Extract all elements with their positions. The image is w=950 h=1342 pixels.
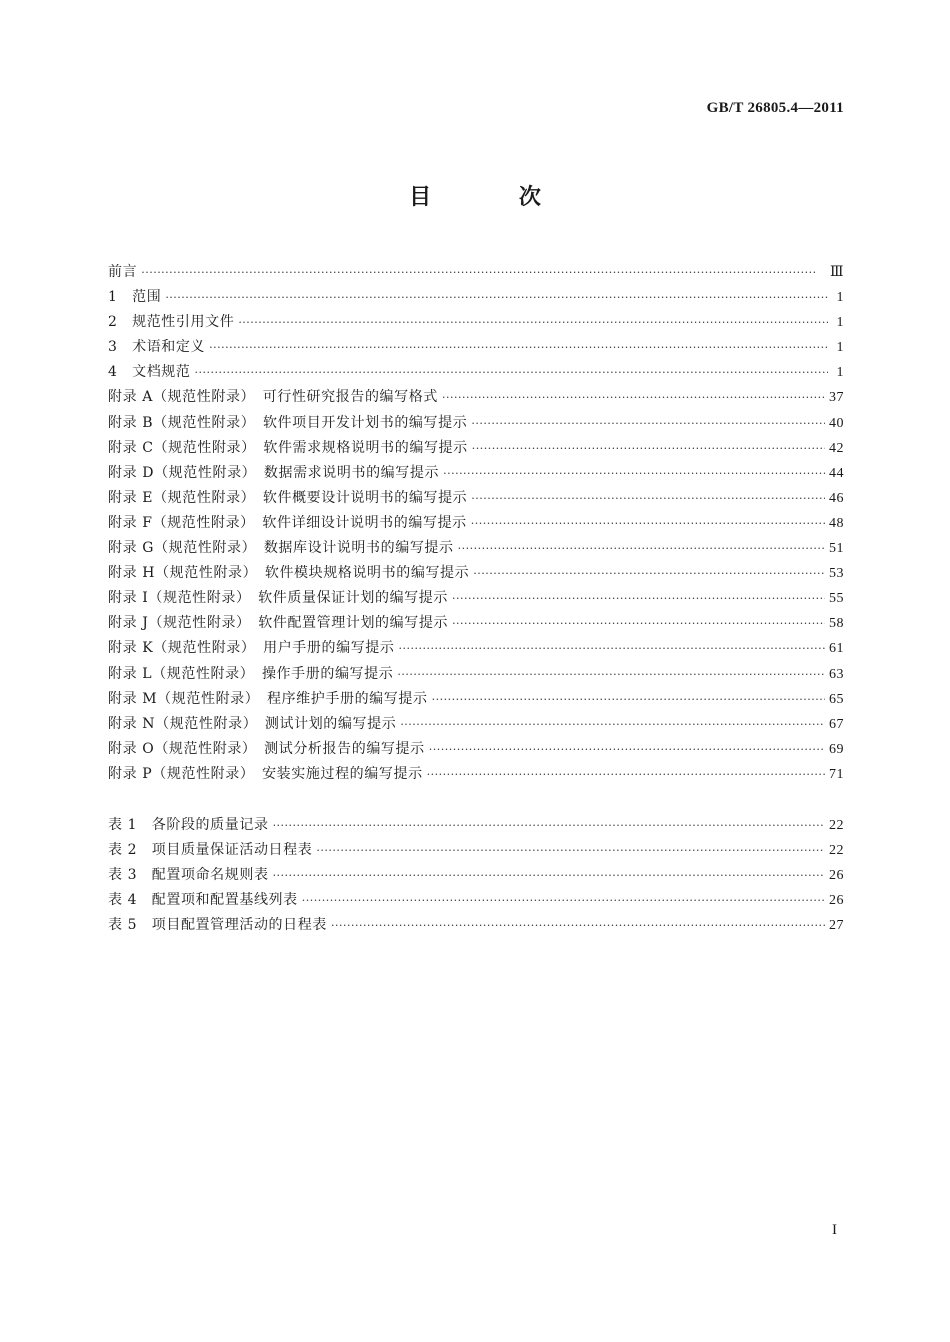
- leader-dots: [443, 461, 825, 486]
- leader-dots: [316, 838, 825, 863]
- leader-dots: [141, 260, 826, 285]
- toc-entry-label: 附录 C（规范性附录） 软件需求规格说明书的编写提示: [108, 439, 468, 456]
- toc-entry[interactable]: [108, 712, 844, 737]
- leader-dots: [195, 360, 828, 385]
- toc-entry-page: 48: [829, 515, 844, 531]
- leader-dots: [471, 411, 825, 436]
- toc-entry[interactable]: [108, 662, 844, 687]
- toc-entry-label: 附录 P（规范性附录） 安装实施过程的编写提示: [108, 765, 423, 782]
- page-title: 目 次: [409, 185, 581, 210]
- leader-dots: [471, 511, 825, 536]
- page-number: I: [832, 1222, 837, 1238]
- leader-dots: [452, 586, 825, 611]
- toc-entry-page: 67: [829, 716, 844, 732]
- toc-entry[interactable]: [108, 486, 844, 511]
- toc-entry-page: 1: [836, 340, 844, 356]
- leader-dots: [473, 561, 825, 586]
- toc-entry-page: 1: [836, 290, 844, 306]
- toc-entry-label: 附录 I（规范性附录） 软件质量保证计划的编写提示: [108, 590, 448, 607]
- standard-code: GB/T 26805.4—2011: [706, 100, 844, 116]
- toc-entry[interactable]: [108, 586, 844, 611]
- table-entry-page: 27: [829, 918, 844, 934]
- toc-entry[interactable]: [108, 636, 844, 661]
- table-entry[interactable]: [108, 838, 844, 863]
- toc-entry-page: 53: [829, 566, 844, 582]
- toc-entry[interactable]: [108, 687, 844, 712]
- toc-entry-label: 附录 K（规范性附录） 用户手册的编写提示: [108, 640, 395, 657]
- table-entry-label: 表 2 项目质量保证活动日程表: [108, 842, 313, 859]
- toc-entry-label: 前言: [108, 264, 138, 280]
- leader-dots: [452, 611, 825, 636]
- toc-entry-label: 附录 F（规范性附录） 软件详细设计说明书的编写提示: [108, 514, 467, 531]
- table-entry-label: 表 5 项目配置管理活动的日程表: [108, 917, 327, 934]
- leader-dots: [209, 335, 828, 360]
- toc-entry-label: 附录 H（规范性附录） 软件模块规格说明书的编写提示: [108, 565, 470, 582]
- toc-entry-page: 46: [829, 490, 844, 506]
- toc-entry-label: 附录 N（规范性附录） 测试计划的编写提示: [108, 715, 397, 732]
- toc-entry-label: 附录 G（规范性附录） 数据库设计说明书的编写提示: [108, 540, 454, 557]
- table-entry-page: 26: [829, 893, 844, 909]
- toc-entry-page: 58: [829, 616, 844, 632]
- leader-dots: [399, 636, 825, 661]
- toc-entry[interactable]: [108, 536, 844, 561]
- toc-entry[interactable]: [108, 737, 844, 762]
- toc-entry-label: 3 术语和定义: [108, 339, 206, 356]
- toc-entry-label: 附录 A（规范性附录） 可行性研究报告的编写格式: [108, 389, 438, 406]
- toc-entry[interactable]: [108, 360, 844, 385]
- toc-entry[interactable]: [108, 561, 844, 586]
- leader-dots: [331, 913, 825, 938]
- toc-entry-page: 1: [836, 365, 844, 381]
- toc-entry-label: 附录 L（规范性附录） 操作手册的编写提示: [108, 665, 394, 682]
- toc-entry-label: 附录 O（规范性附录） 测试分析报告的编写提示: [108, 740, 425, 757]
- toc-entry-page: 71: [829, 766, 844, 782]
- toc-entry-label: 附录 D（规范性附录） 数据需求说明书的编写提示: [108, 464, 440, 481]
- toc-entry[interactable]: [108, 511, 844, 536]
- toc-main-list: [108, 260, 844, 787]
- toc-entry-label: 4 文档规范: [108, 364, 191, 381]
- toc-entry[interactable]: [108, 385, 844, 410]
- toc-entry[interactable]: [108, 762, 844, 787]
- toc-entry-page: 42: [829, 440, 844, 456]
- toc-tables-list: [108, 813, 844, 938]
- table-entry-page: 22: [829, 843, 844, 859]
- toc-entry-page: 51: [829, 541, 844, 557]
- toc-entry[interactable]: [108, 611, 844, 636]
- leader-dots: [429, 737, 825, 762]
- toc-entry-page: 44: [829, 465, 844, 481]
- leader-dots: [397, 662, 825, 687]
- table-entry-page: 26: [829, 868, 844, 884]
- toc-entry-page: Ⅲ: [829, 265, 844, 280]
- toc-entry-page: 1: [836, 315, 844, 331]
- leader-dots: [273, 863, 825, 888]
- toc-entry[interactable]: [108, 411, 844, 436]
- table-entry[interactable]: [108, 888, 844, 913]
- leader-dots: [442, 385, 825, 410]
- toc-entry-page: 63: [829, 666, 844, 682]
- table-entry[interactable]: [108, 863, 844, 888]
- toc-entry[interactable]: [108, 335, 844, 360]
- toc-entry-label: 附录 M（规范性附录） 程序维护手册的编写提示: [108, 690, 428, 707]
- toc-entry-label: 附录 J（规范性附录） 软件配置管理计划的编写提示: [108, 615, 449, 632]
- table-entry[interactable]: [108, 913, 844, 938]
- leader-dots: [165, 285, 828, 310]
- leader-dots: [400, 712, 825, 737]
- leader-dots: [458, 536, 825, 561]
- table-entry-label: 表 1 各阶段的质量记录: [108, 817, 269, 833]
- toc-entry-page: 55: [829, 591, 844, 607]
- toc-entry[interactable]: [108, 461, 844, 486]
- leader-dots: [427, 762, 825, 787]
- toc-entry-label: 2 规范性引用文件: [108, 314, 235, 331]
- table-entry-page: 22: [829, 818, 844, 833]
- toc-entry-page: 40: [829, 415, 844, 431]
- toc-entry-label: 1 范围: [108, 289, 162, 306]
- toc-entry-label: 附录 E（规范性附录） 软件概要设计说明书的编写提示: [108, 489, 468, 506]
- toc-entry[interactable]: [108, 436, 844, 461]
- leader-dots: [273, 813, 825, 838]
- toc-entry-page: 69: [829, 741, 844, 757]
- toc-entry-label: 附录 B（规范性附录） 软件项目开发计划书的编写提示: [108, 414, 468, 431]
- table-entry-label: 表 4 配置项和配置基线列表: [108, 892, 298, 909]
- leader-dots: [238, 310, 828, 335]
- toc-entry[interactable]: [108, 260, 844, 285]
- toc-entry-page: 61: [829, 641, 844, 657]
- toc-entry[interactable]: [108, 285, 844, 310]
- toc-entry-page: 65: [829, 691, 844, 707]
- table-entry-label: 表 3 配置项命名规则表: [108, 867, 269, 884]
- toc-entry[interactable]: [108, 310, 844, 335]
- leader-dots: [472, 436, 825, 461]
- table-entry[interactable]: [108, 813, 844, 838]
- leader-dots: [302, 888, 825, 913]
- leader-dots: [471, 486, 825, 511]
- leader-dots: [432, 687, 825, 712]
- toc-entry-page: 37: [829, 390, 844, 406]
